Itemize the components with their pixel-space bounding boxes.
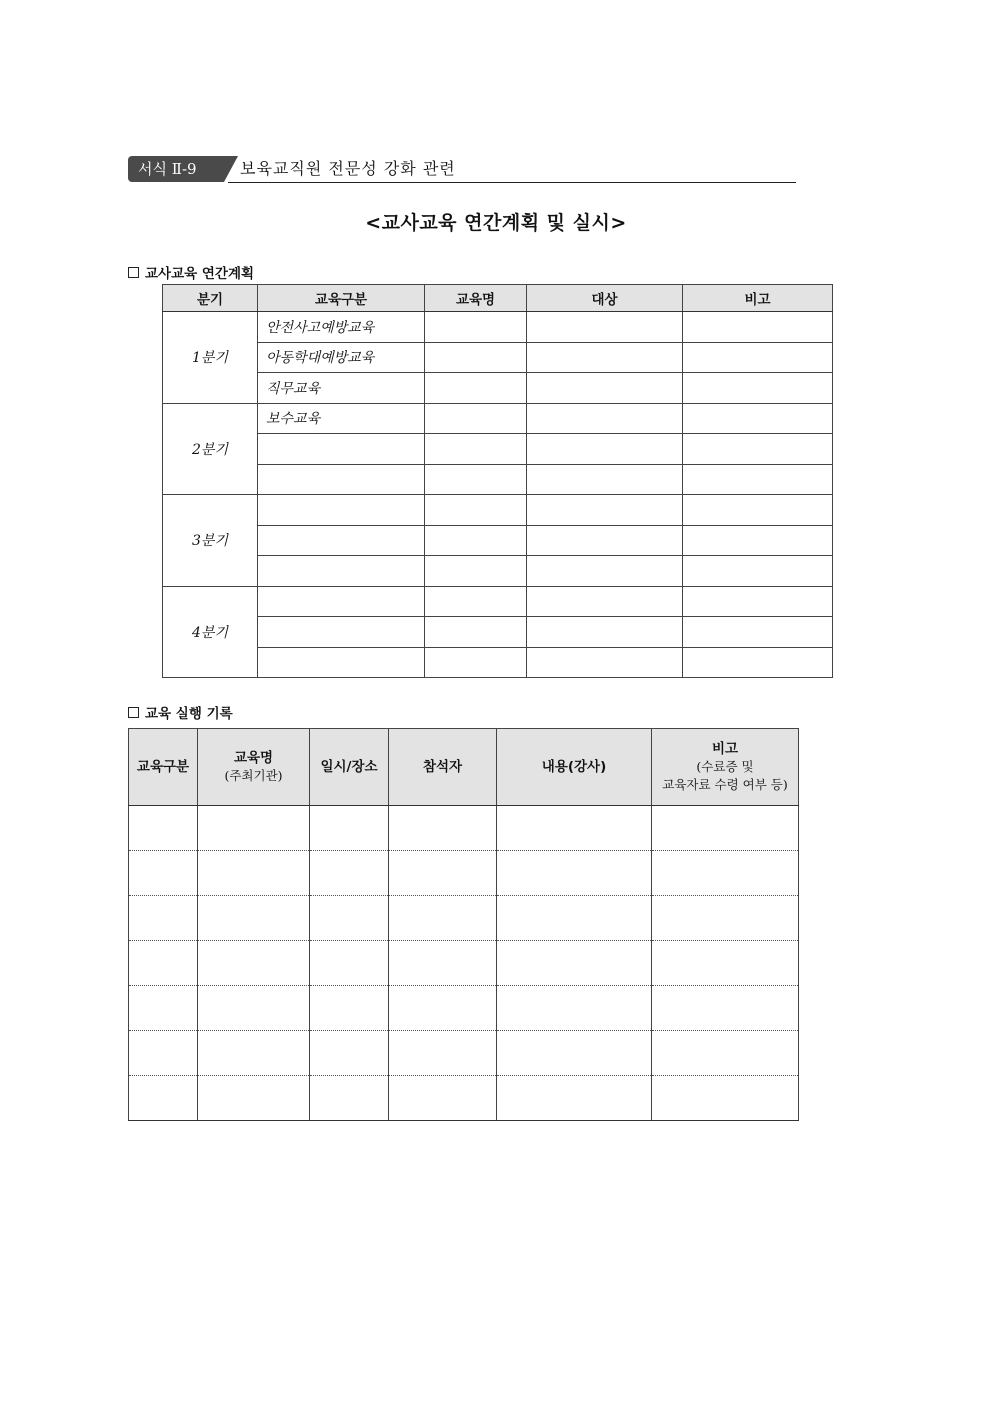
note-cell[interactable]: [683, 403, 833, 434]
course-name-cell[interactable]: [425, 556, 527, 587]
plan-row: [163, 434, 833, 465]
note-cell[interactable]: [652, 986, 799, 1031]
course-name-cell[interactable]: [425, 342, 527, 373]
category-cell[interactable]: [129, 1076, 198, 1121]
quarter-cell: 4분기: [163, 586, 258, 678]
plan-row: [163, 373, 833, 404]
category-cell[interactable]: [258, 525, 425, 556]
attendee-cell[interactable]: [389, 1076, 497, 1121]
datetime-place-cell[interactable]: [310, 1031, 389, 1076]
quarter-cell: 1분기: [163, 312, 258, 404]
plan-col-header: 교육명: [425, 285, 527, 312]
category-cell[interactable]: [258, 556, 425, 587]
category-cell[interactable]: [129, 1031, 198, 1076]
category-cell[interactable]: [258, 495, 425, 526]
quarter-cell: 3분기: [163, 495, 258, 587]
page-title: <교사교육 연간계획 및 실시>: [365, 212, 627, 234]
plan-row: [163, 586, 833, 617]
record-row: [129, 806, 799, 851]
datetime-place-cell[interactable]: [310, 986, 389, 1031]
target-cell[interactable]: [527, 464, 683, 495]
course-name-cell[interactable]: [198, 986, 310, 1031]
category-cell[interactable]: [129, 896, 198, 941]
plan-row: [163, 556, 833, 587]
plan-col-header: 교육구분: [258, 285, 425, 312]
category-cell[interactable]: [129, 851, 198, 896]
note-cell[interactable]: [683, 312, 833, 343]
category-cell[interactable]: 안전사고예방교육: [258, 312, 425, 343]
note-cell[interactable]: [652, 806, 799, 851]
annual-plan-table: [162, 284, 833, 678]
target-cell[interactable]: [527, 556, 683, 587]
target-cell[interactable]: [527, 525, 683, 556]
target-cell[interactable]: [527, 647, 683, 678]
plan-row: [163, 617, 833, 648]
target-cell[interactable]: [527, 617, 683, 648]
target-cell[interactable]: [527, 403, 683, 434]
record-row: [129, 851, 799, 896]
content-cell[interactable]: [497, 1076, 652, 1121]
plan-section-label: 교사교육 연간계획: [145, 266, 255, 282]
target-cell[interactable]: [527, 312, 683, 343]
course-name-cell[interactable]: [425, 403, 527, 434]
note-cell[interactable]: [683, 617, 833, 648]
plan-col-header: 대상: [527, 285, 683, 312]
course-name-cell[interactable]: [425, 495, 527, 526]
category-cell[interactable]: [258, 586, 425, 617]
plan-section-heading: [128, 262, 254, 282]
target-cell[interactable]: [527, 373, 683, 404]
attendee-cell[interactable]: [389, 851, 497, 896]
checkbox-icon: [128, 267, 139, 278]
form-header: [128, 156, 796, 184]
content-cell[interactable]: [497, 1031, 652, 1076]
category-cell[interactable]: [129, 941, 198, 986]
note-cell[interactable]: [652, 896, 799, 941]
note-cell[interactable]: [652, 851, 799, 896]
record-row: [129, 986, 799, 1031]
course-name-cell[interactable]: [425, 373, 527, 404]
record-col-header: 교육명 (주최기관): [198, 729, 310, 806]
plan-col-header: 비고: [683, 285, 833, 312]
category-cell[interactable]: 직무교육: [258, 373, 425, 404]
note-cell[interactable]: [683, 495, 833, 526]
target-cell[interactable]: [527, 495, 683, 526]
category-cell[interactable]: 아동학대예방교육: [258, 342, 425, 373]
note-cell[interactable]: [683, 586, 833, 617]
note-cell[interactable]: [652, 1031, 799, 1076]
attendee-cell[interactable]: [389, 896, 497, 941]
target-cell[interactable]: [527, 342, 683, 373]
plan-row: [163, 647, 833, 678]
note-cell[interactable]: [683, 556, 833, 587]
datetime-place-cell[interactable]: [310, 941, 389, 986]
target-cell[interactable]: [527, 586, 683, 617]
record-section-label: 교육 실행 기록: [145, 706, 233, 722]
course-name-cell[interactable]: [425, 617, 527, 648]
course-name-cell[interactable]: [198, 806, 310, 851]
course-name-cell[interactable]: [425, 586, 527, 617]
record-section-heading: [128, 702, 233, 722]
content-cell[interactable]: [497, 986, 652, 1031]
datetime-place-cell[interactable]: [310, 1076, 389, 1121]
record-row: [129, 1031, 799, 1076]
note-cell[interactable]: [683, 647, 833, 678]
category-cell[interactable]: [258, 464, 425, 495]
header-divider: [228, 182, 796, 183]
record-header-row: [129, 729, 799, 806]
datetime-place-cell[interactable]: [310, 851, 389, 896]
category-cell[interactable]: [258, 647, 425, 678]
form-number-badge: 서식 Ⅱ-9: [128, 156, 224, 182]
note-cell[interactable]: [652, 941, 799, 986]
attendee-cell[interactable]: [389, 941, 497, 986]
course-name-cell[interactable]: [425, 312, 527, 343]
plan-row: [163, 495, 833, 526]
target-cell[interactable]: [527, 434, 683, 465]
course-name-cell[interactable]: [425, 647, 527, 678]
note-cell[interactable]: [652, 1076, 799, 1121]
record-row: [129, 896, 799, 941]
training-record-table: [128, 728, 799, 1121]
note-cell[interactable]: [683, 373, 833, 404]
course-name-cell[interactable]: [198, 1031, 310, 1076]
datetime-place-cell[interactable]: [310, 806, 389, 851]
plan-header-row: [163, 285, 833, 312]
record-col-header: 교육구분: [129, 729, 198, 806]
record-col-header: 비고 (수료증 및 교육자료 수령 여부 등): [652, 729, 799, 806]
plan-row: [163, 403, 833, 434]
content-cell[interactable]: [497, 806, 652, 851]
plan-row: [163, 312, 833, 343]
course-name-cell[interactable]: [425, 525, 527, 556]
content-cell[interactable]: [497, 851, 652, 896]
course-name-cell[interactable]: [198, 1076, 310, 1121]
category-cell[interactable]: 보수교육: [258, 403, 425, 434]
course-name-cell[interactable]: [198, 941, 310, 986]
plan-col-header: 분기: [163, 285, 258, 312]
note-cell[interactable]: [683, 464, 833, 495]
category-cell[interactable]: [258, 434, 425, 465]
record-row: [129, 941, 799, 986]
attendee-cell[interactable]: [389, 1031, 497, 1076]
record-row: [129, 1076, 799, 1121]
plan-row: [163, 342, 833, 373]
record-col-header: 내용(강사): [497, 729, 652, 806]
quarter-cell: 2분기: [163, 403, 258, 495]
datetime-place-cell[interactable]: [310, 896, 389, 941]
course-name-cell[interactable]: [425, 464, 527, 495]
plan-row: [163, 464, 833, 495]
note-cell[interactable]: [683, 342, 833, 373]
category-cell[interactable]: [258, 617, 425, 648]
content-cell[interactable]: [497, 896, 652, 941]
checkbox-icon: [128, 707, 139, 718]
note-cell[interactable]: [683, 525, 833, 556]
attendee-cell[interactable]: [389, 986, 497, 1031]
record-col-header: 참석자: [389, 729, 497, 806]
record-col-header: 일시/장소: [310, 729, 389, 806]
course-name-cell[interactable]: [425, 434, 527, 465]
course-name-cell[interactable]: [198, 896, 310, 941]
attendee-cell[interactable]: [389, 806, 497, 851]
course-name-cell[interactable]: [198, 851, 310, 896]
content-cell[interactable]: [497, 941, 652, 986]
badge-notch-decoration: [224, 156, 238, 182]
plan-row: [163, 525, 833, 556]
category-cell[interactable]: [129, 986, 198, 1031]
form-header-title: 보육교직원 전문성 강화 관련: [240, 159, 456, 178]
note-cell[interactable]: [683, 434, 833, 465]
category-cell[interactable]: [129, 806, 198, 851]
